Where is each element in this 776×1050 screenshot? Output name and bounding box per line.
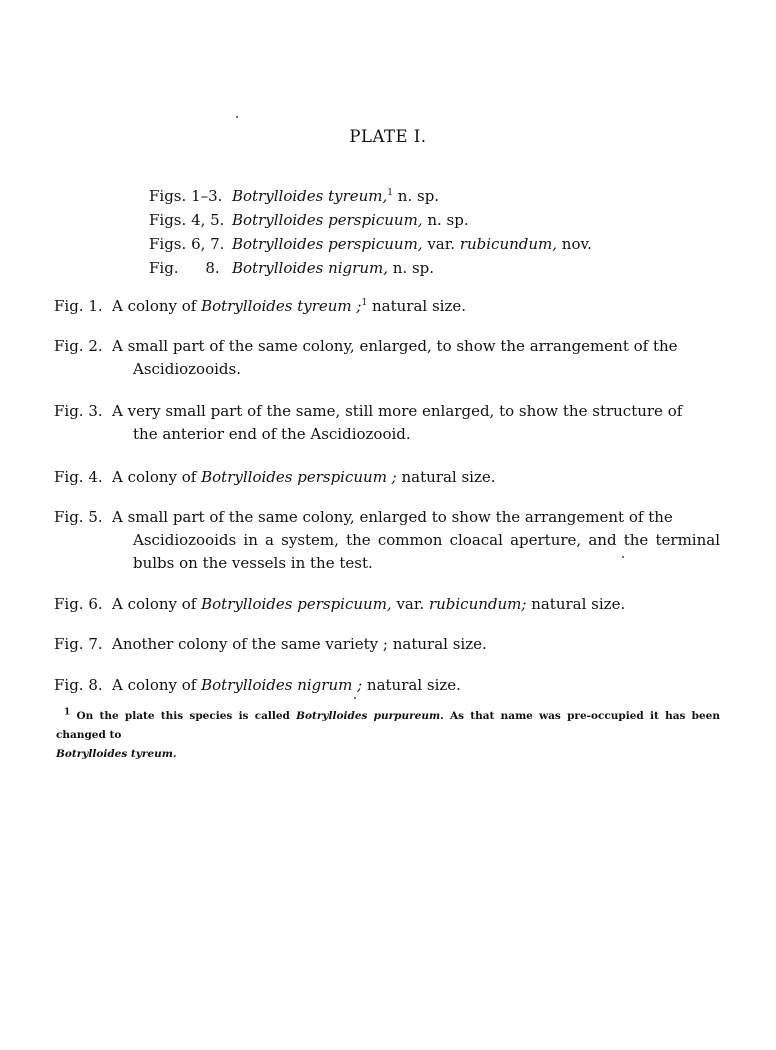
- figure-text: natural size.: [362, 676, 461, 694]
- figure-text: var.: [391, 595, 429, 613]
- figure-entry: [54, 400, 720, 446]
- summary-range: 4, 5.: [191, 211, 225, 229]
- figure-text: natural size.: [367, 297, 467, 315]
- footnote-text: On the plate this species is called: [70, 710, 297, 722]
- figure-entry: [54, 295, 720, 318]
- print-speck: [622, 556, 624, 558]
- summary-range: 1–3.: [191, 187, 223, 205]
- summary-row: [149, 184, 592, 208]
- species-name: Botrylloides nigrum,: [232, 259, 388, 277]
- figure-text: natural size.: [396, 468, 496, 486]
- summary-suffix: n. sp.: [393, 187, 440, 205]
- figure-entry: [54, 674, 720, 697]
- figure-text: A small part of the same colony, enlarged, to show the arrangement of the: [112, 337, 678, 355]
- figure-text: natural size.: [526, 595, 626, 613]
- figure-text: A colony of: [112, 676, 202, 694]
- figure-text: bulbs on the vessels in the test.: [133, 554, 373, 572]
- summary-row: [149, 232, 592, 256]
- species-name: Botrylloides perspicuum,: [201, 595, 392, 613]
- species-name: Botrylloides perspicuum,: [232, 211, 423, 229]
- footnote-text: As that name was pre-occupied it has been changed to: [56, 710, 720, 741]
- figure-label: Fig. 7.: [54, 635, 103, 653]
- summary-suffix: n. sp.: [387, 259, 435, 277]
- summary-suffix: var.: [422, 235, 460, 253]
- footnote-mark: 1: [64, 707, 71, 718]
- figure-text: Another colony of the same variety ; natural size.: [112, 635, 487, 653]
- summary-range: 8.: [205, 259, 220, 277]
- summary-range: 6, 7.: [191, 235, 225, 253]
- figure-text: Ascidiozooids in a system, the common cloacal aperture, and the terminal: [133, 531, 720, 549]
- figure-entry: [54, 593, 720, 616]
- figure-label: Fig. 4.: [54, 468, 103, 486]
- species-name: Botrylloides nigrum ;: [201, 676, 363, 694]
- figure-text: A colony of: [112, 468, 202, 486]
- summary-suffix: nov.: [557, 235, 592, 253]
- species-name: Botrylloides tyreum.: [56, 748, 177, 760]
- figure-label: Fig. 1.: [54, 297, 103, 315]
- summary-label: Fig.: [149, 259, 179, 277]
- figure-text: the anterior end of the Ascidiozooid.: [133, 425, 411, 443]
- variety-name: rubicundum;: [428, 595, 527, 613]
- figure-text: A colony of: [112, 297, 202, 315]
- figure-entry: [54, 506, 720, 575]
- figure-label: Fig. 5.: [54, 508, 103, 526]
- print-speck: [236, 116, 238, 118]
- summary-label: Figs.: [149, 187, 187, 205]
- species-name: Botrylloides perspicuum,: [232, 235, 423, 253]
- footnote: [56, 707, 720, 764]
- figure-label: Fig. 6.: [54, 595, 103, 613]
- species-name: Botrylloides purpureum.: [296, 710, 444, 722]
- variety-name: rubicundum,: [459, 235, 558, 253]
- figure-entry: [54, 466, 720, 489]
- figure-text: Ascidiozooids.: [133, 360, 241, 378]
- figure-label: Fig. 3.: [54, 402, 103, 420]
- plate-title: PLATE I.: [349, 127, 427, 146]
- figure-text: A colony of: [112, 595, 202, 613]
- summary-label: Figs.: [149, 235, 187, 253]
- figure-label: Fig. 8.: [54, 676, 103, 694]
- figure-summary-list: [149, 184, 592, 280]
- footnote-mark: 1: [361, 298, 368, 308]
- figure-text: A very small part of the same, still more enlarged, to show the structure of: [112, 402, 683, 420]
- figure-entry: [54, 335, 720, 381]
- figure-text: A small part of the same colony, enlarged to show the arrangement of the: [112, 508, 673, 526]
- figure-entry: [54, 633, 720, 656]
- summary-suffix: n. sp.: [422, 211, 469, 229]
- footnote-mark: 1: [387, 188, 394, 198]
- summary-row: [149, 256, 592, 280]
- species-name: Botrylloides perspicuum ;: [201, 468, 397, 486]
- print-speck: [354, 697, 356, 699]
- summary-row: [149, 208, 592, 232]
- summary-label: Figs.: [149, 211, 187, 229]
- species-name: Botrylloides tyreum ;: [201, 297, 362, 315]
- figure-label: Fig. 2.: [54, 337, 103, 355]
- species-name: Botrylloides tyreum,: [232, 187, 388, 205]
